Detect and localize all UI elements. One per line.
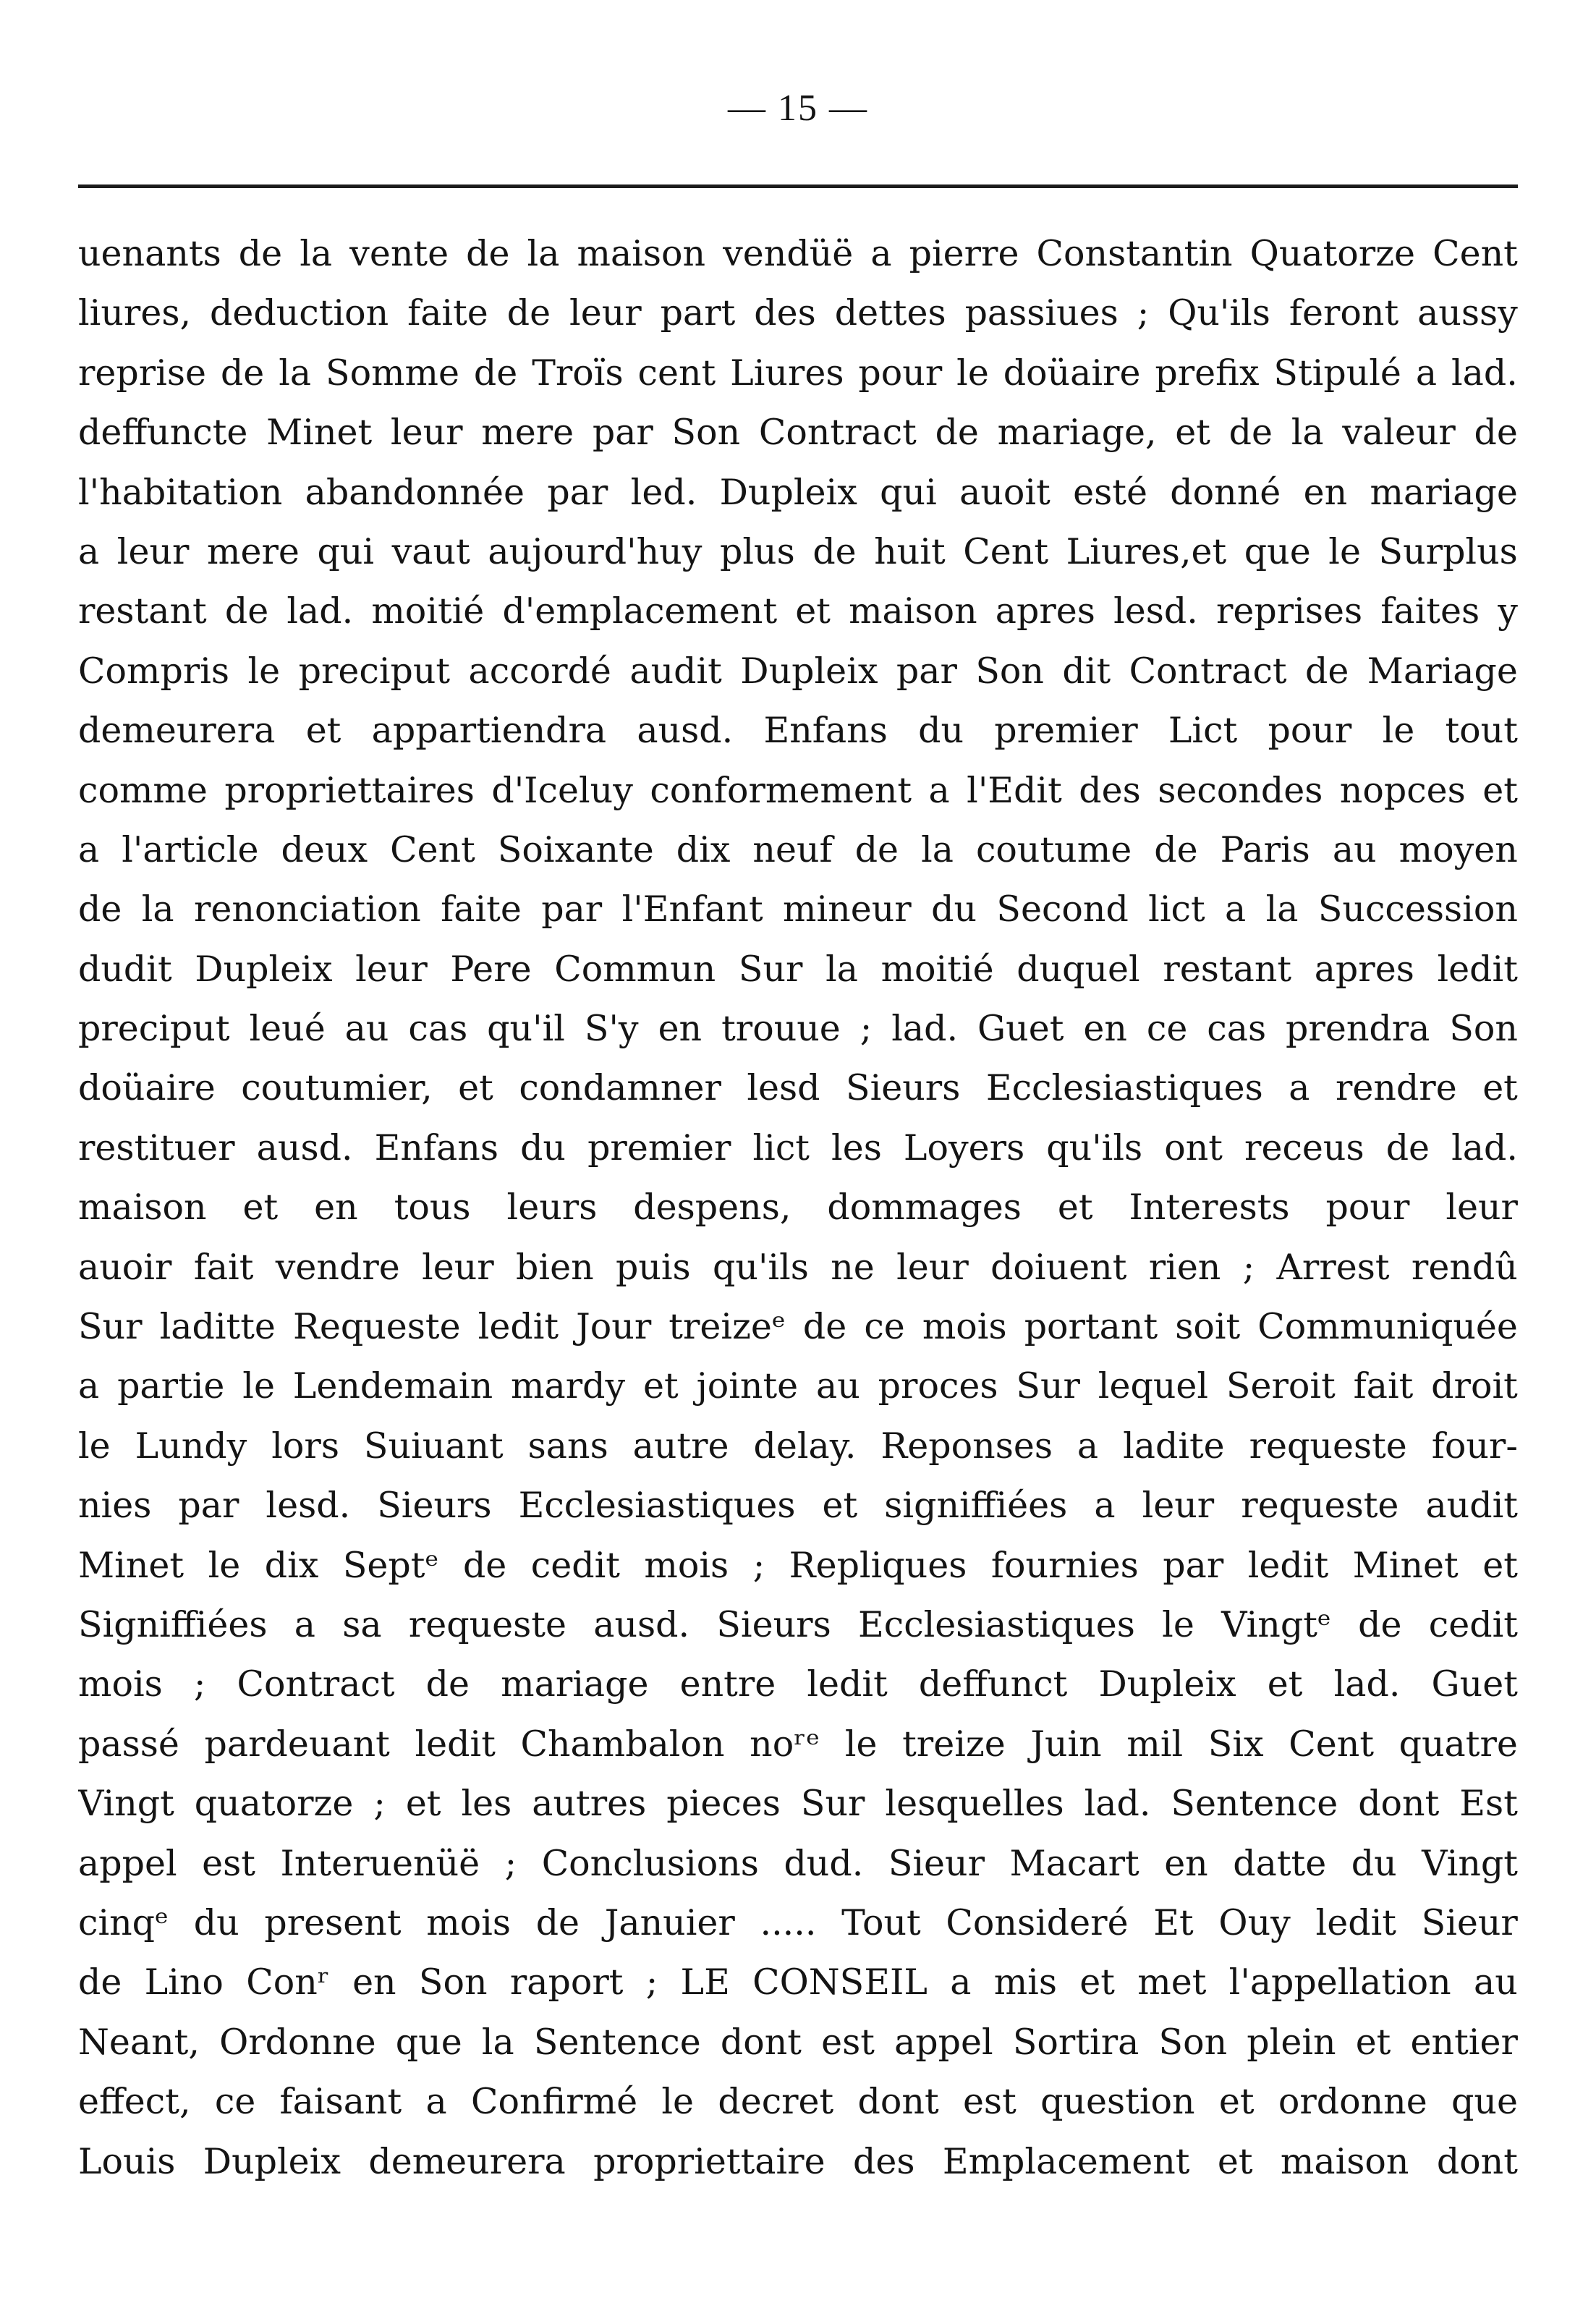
text-line: effect, ce faisant a Confirmé le decret dont est question et ordonne que (78, 2081, 1518, 2123)
text-line: Minet le dix Septᵉ de cedit mois ; Repliques fournies par ledit Minet et (78, 1544, 1518, 1586)
text-line: maison et en tous leurs despens, dommages et Interests pour leur (78, 1187, 1518, 1229)
text-line: preciput leué au cas qu'il S'y en trouue ; lad. Guet en ce cas prendra Son (78, 1008, 1518, 1050)
text-line: Neant, Ordonne que la Sentence dont est appel Sortira Son plein et entier (78, 2021, 1518, 2063)
text-line: restant de lad. moitié d'emplacement et maison apres lesd. reprises faites y (78, 590, 1518, 632)
text-line: passé pardeuant ledit Chambalon noʳᵉ le treize Juin mil Six Cent quatre (78, 1723, 1518, 1765)
text-line: dudit Dupleix leur Pere Commun Sur la moitié duquel restant apres ledit (78, 948, 1518, 990)
text-line: Signiffiées a sa requeste ausd. Sieurs Ecclesiastiques le Vingtᵉ de cedit (78, 1603, 1518, 1645)
text-line: restituer ausd. Enfans du premier lict les Loyers qu'ils ont receus de lad. (78, 1127, 1518, 1169)
text-line: a l'article deux Cent Soixante dix neuf de la coutume de Paris au moyen (78, 828, 1518, 870)
text-line: Vingt quatorze ; et les autres pieces Sur lesquelles lad. Sentence dont Est (78, 1783, 1518, 1825)
text-line: nies par lesd. Sieurs Ecclesiastiques et signiffiées a leur requeste audit (78, 1485, 1518, 1527)
text-line: de Lino Conʳ en Son raport ; LE CONSEIL a mis et met l'appellation au (78, 1962, 1518, 2003)
page-number: — 15 — (728, 88, 868, 129)
text-line: liures, deduction faite de leur part des dettes passiues ; Qu'ils feront aussy (78, 292, 1518, 334)
text-line: le Lundy lors Suiuant sans autre delay. Reponses a ladite requeste four- (78, 1425, 1518, 1467)
text-line: Louis Dupleix demeurera propriettaire des Emplacement et maison dont (78, 2140, 1518, 2182)
body-text (78, 224, 1518, 2192)
text-line: reprise de la Somme de Troïs cent Liures pour le doüaire prefix Stipulé a lad. (78, 352, 1518, 394)
text-line: cinqᵉ du present mois de Januier ..... Tout Consideré Et Ouy ledit Sieur (78, 1901, 1518, 1943)
text-line: l'habitation abandonnée par led. Dupleix qui auoit esté donné en mariage (78, 471, 1518, 513)
text-line: a leur mere qui vaut aujourd'huy plus de huit Cent Liures,et que le Surplus (78, 530, 1518, 572)
text-line: uenants de la vente de la maison vendüë a pierre Constantin Quatorze Cent (78, 233, 1518, 274)
text-line: doüaire coutumier, et condamner lesd Sieurs Ecclesiastiques a rendre et (78, 1067, 1518, 1109)
text-line: mois ; Contract de mariage entre ledit deffunct Dupleix et lad. Guet (78, 1663, 1518, 1705)
text-line: a partie le Lendemain mardy et jointe au proces Sur lequel Seroit fait droit (78, 1365, 1518, 1407)
text-line: auoir fait vendre leur bien puis qu'ils ne leur doiuent rien ; Arrest rendû (78, 1246, 1518, 1288)
text-line: Compris le preciput accordé audit Dupleix par Son dit Contract de Mariage (78, 650, 1518, 692)
text-line: de la renonciation faite par l'Enfant mineur du Second lict a la Succession (78, 889, 1518, 930)
text-line: demeurera et appartiendra ausd. Enfans du premier Lict pour le tout (78, 710, 1518, 752)
header-rule (78, 185, 1518, 188)
text-line: comme propriettaires d'Iceluy conformement a l'Edit des secondes nopces et (78, 769, 1518, 811)
text-line: Sur laditte Requeste ledit Jour treizeᵉ de ce mois portant soit Communiquée (78, 1306, 1518, 1348)
text-line: appel est Interuenüë ; Conclusions dud. Sieur Macart en datte du Vingt (78, 1842, 1518, 1884)
text-line: deffuncte Minet leur mere par Son Contract de mariage, et de la valeur de (78, 412, 1518, 454)
